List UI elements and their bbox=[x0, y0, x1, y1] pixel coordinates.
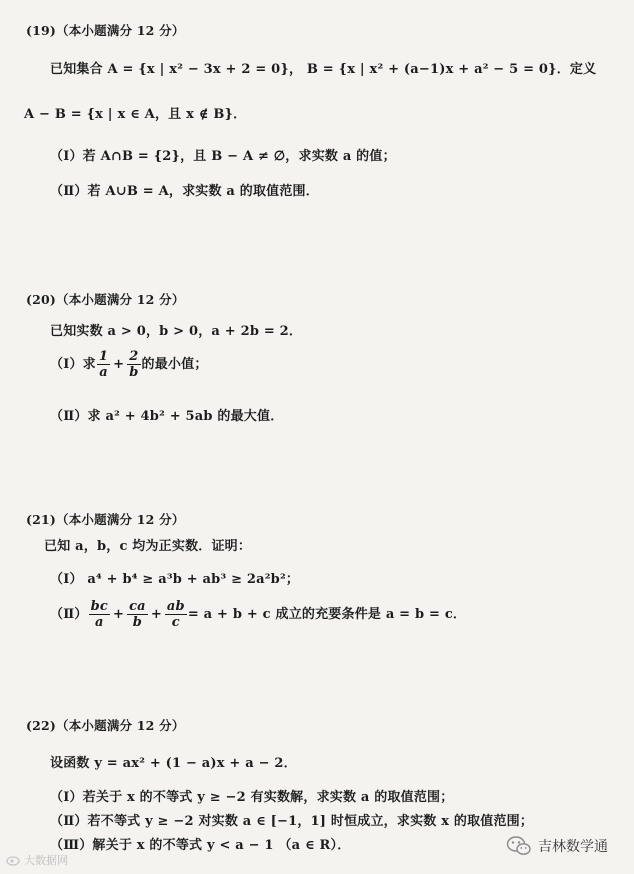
q20-line1: 已知实数 a > 0，b > 0，a + 2b = 2． bbox=[50, 324, 303, 339]
q21-part2-prefix: （Ⅱ） bbox=[50, 607, 88, 622]
q20-header: (20)（本小题满分 12 分） bbox=[26, 292, 185, 307]
q19-part2: （Ⅱ）若 A∪B = A，求实数 a 的取值范围． bbox=[50, 184, 319, 199]
weibo-logo-icon bbox=[6, 854, 22, 866]
q22-part3: （Ⅲ）解关于 x 的不等式 y < a − 1 （a ∈ R）． bbox=[50, 838, 351, 853]
q19-line2: A − B = {x | x ∈ A，且 x ∉ B}． bbox=[24, 107, 247, 122]
q20-part1-suffix: 的最小值； bbox=[141, 357, 208, 372]
q21-fraction-ab-over-c: $\frac{ab}{c}$ bbox=[166, 599, 185, 630]
q19-header: (19)（本小题满分 12 分） bbox=[26, 23, 185, 38]
q21-part1: （Ⅰ） a⁴ + b⁴ ≥ a³b + ab³ ≥ 2a²b²； bbox=[50, 572, 300, 587]
q22-part2: （Ⅱ）若不等式 y ≥ −2 对实数 a ∈ [−1，1] 时恒成立，求实数 x 的取值范围； bbox=[50, 814, 534, 829]
q22-header: (22)（本小题满分 12 分） bbox=[26, 718, 185, 733]
q21-header: (21)（本小题满分 12 分） bbox=[26, 512, 185, 527]
q20-part1-prefix: （Ⅰ）求 bbox=[50, 357, 96, 372]
q19-line1: 已知集合 A = {x | x² − 3x + 2 = 0}， B = {x | x² + (a−1)x + a² − 5 = 0}．定义 bbox=[50, 62, 597, 77]
watermark-right bbox=[506, 835, 608, 857]
q21-fraction-bc-over-a: $\frac{bc}{a}$ bbox=[90, 599, 108, 630]
plus-sign: + bbox=[150, 607, 162, 622]
q21-line1: 已知 a，b，c 均为正实数．证明： bbox=[44, 539, 252, 554]
watermark-right-text: 吉林数学通 bbox=[538, 839, 608, 855]
q20-fraction-2-over-b: $\frac{2}{b}$ bbox=[129, 349, 139, 380]
q20-part1 bbox=[50, 350, 208, 379]
plus-sign: + bbox=[113, 357, 125, 372]
q19-part1: （Ⅰ）若 A∩B = {2}，且 B − A ≠ ∅，求实数 a 的值； bbox=[50, 149, 396, 164]
q22-line1: 设函数 y = ax² + (1 − a)x + a − 2． bbox=[50, 756, 297, 771]
q20-fraction-1-over-a: $\frac{1}{a}$ bbox=[98, 349, 109, 380]
watermark-left bbox=[6, 852, 68, 868]
watermark-left-text: 大数据网 bbox=[24, 854, 68, 867]
q22-part1: （Ⅰ）若关于 x 的不等式 y ≥ −2 有实数解，求实数 a 的取值范围； bbox=[50, 790, 454, 805]
plus-sign: + bbox=[112, 607, 125, 622]
wechat-logo-icon bbox=[506, 835, 532, 857]
q21-part2 bbox=[50, 600, 466, 629]
q21-fraction-ca-over-b: $\frac{ca}{b}$ bbox=[129, 599, 146, 630]
q21-part2-suffix: = a + b + c 成立的充要条件是 a = b = c． bbox=[187, 607, 467, 622]
q20-part2: （Ⅱ）求 a² + 4b² + 5ab 的最大值． bbox=[50, 409, 284, 424]
